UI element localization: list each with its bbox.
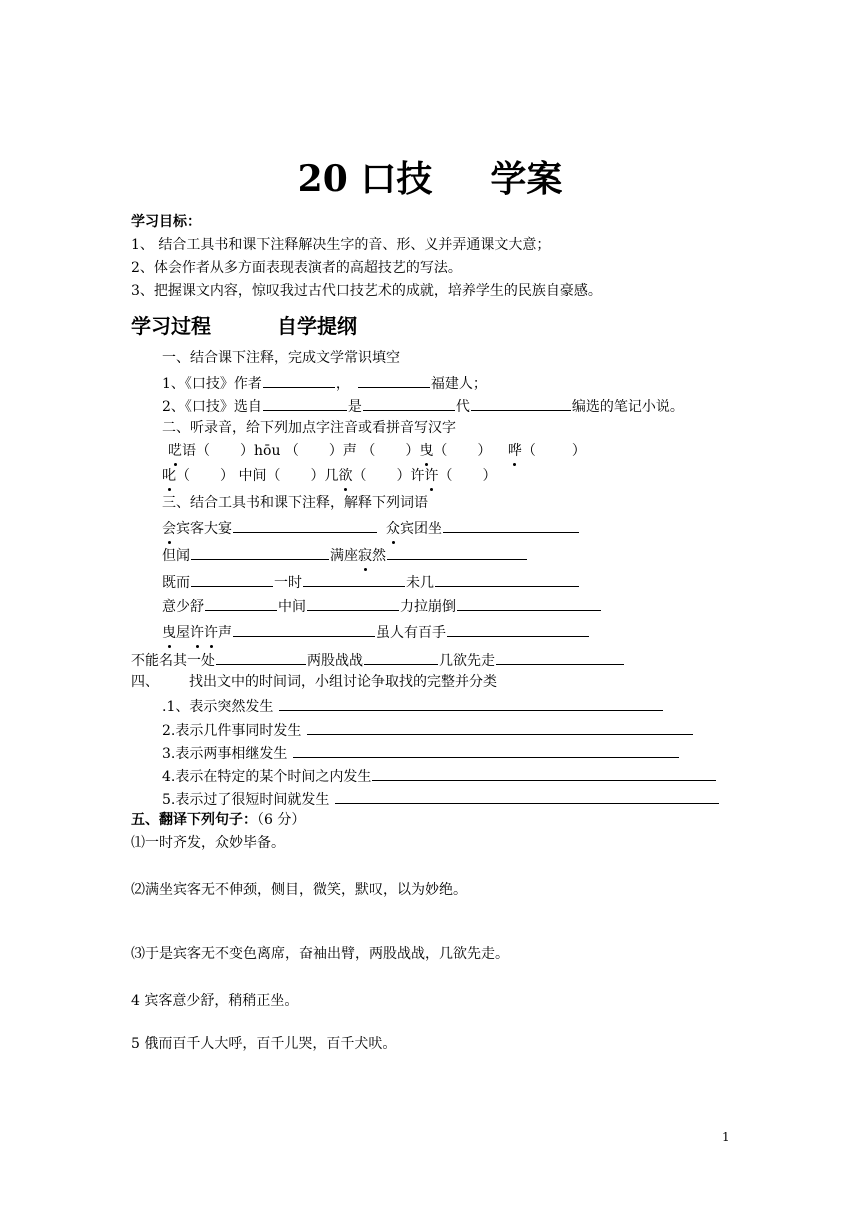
fill-blank[interactable]: [443, 518, 579, 533]
section1-line1: 1、《口技》作者 ， 福建人；: [162, 373, 487, 393]
lesson-name: 口技: [360, 158, 433, 200]
dotted-char: 许: [190, 625, 204, 641]
fill-blank[interactable]: [307, 720, 693, 735]
translate-sentence: 4 宾客意少舒，稍稍正坐。: [131, 993, 299, 1009]
fill-blank[interactable]: [279, 696, 663, 711]
fill-blank[interactable]: [263, 396, 347, 411]
vocab-row-1: 会宾客大宴 众宾团坐: [162, 518, 580, 538]
section4-heading: 四、 找出文中的时间词，小组讨论争取找的完整并分类: [131, 674, 497, 690]
fill-blank[interactable]: [191, 545, 329, 560]
dotted-char: 曳: [419, 443, 434, 459]
dotted-char: 许: [424, 468, 439, 484]
fill-blank[interactable]: [387, 545, 527, 560]
vocab-row-3: 既而 一时 未几: [162, 572, 580, 592]
process-heading: [131, 313, 357, 339]
translate-sentence: ⑶于是宾客无不变色离席，奋袖出臂，两股战战，几欲先走。: [131, 946, 509, 962]
fill-blank[interactable]: [307, 596, 399, 611]
objective-item: 3、把握课文内容，惊叹我过古代口技艺术的成就，培养学生的民族自豪感。: [131, 283, 602, 299]
time-word-row: 4.表示在特定的某个时间之内发生: [162, 766, 717, 786]
fill-blank[interactable]: [216, 650, 306, 665]
fill-blank[interactable]: [457, 596, 601, 611]
fill-blank[interactable]: [435, 572, 579, 587]
vocab-row-4: 意少舒 中间 力拉崩倒: [162, 596, 602, 616]
pinyin-row-1: 呓语（ ）hōu （ ）声 （ ）曳（ ） 哗（ ）: [168, 443, 586, 459]
process-heading-left: 学习过程: [131, 314, 211, 338]
fill-blank[interactable]: [358, 373, 430, 388]
dotted-char: 哗: [507, 443, 522, 459]
time-word-row: 3.表示两事相继发生: [162, 743, 680, 763]
translate-sentence: 5 俄而百千人大呼，百千儿哭，百千犬吠。: [131, 1036, 397, 1052]
section1-line2: 2、《口技》选自 是 代 编选的笔记小说。: [162, 396, 684, 416]
dotted-char: 叱: [162, 468, 176, 484]
dotted-char: 呓: [168, 443, 182, 459]
section3-heading: 三、结合工具书和课下注释，解释下列词语: [162, 495, 428, 511]
fill-blank[interactable]: [335, 789, 719, 804]
time-word-row: 5.表示过了很短时间就发生: [162, 789, 720, 809]
time-word-row: 2.表示几件事同时发生: [162, 720, 694, 740]
fill-blank[interactable]: [233, 622, 375, 637]
fill-blank[interactable]: [363, 396, 455, 411]
objective-item: 2、体会作者从多方面表现表演者的高超技艺的写法。: [131, 260, 462, 276]
vocab-row-6: 不能名其一处 两股战战 几欲先走: [131, 650, 625, 670]
fill-blank[interactable]: [233, 518, 377, 533]
section1-heading: 一、结合课下注释，完成文学常识填空: [162, 350, 400, 366]
translate-sentence: ⑴一时齐发，众妙毕备。: [131, 835, 285, 851]
dotted-char: 曳: [162, 625, 176, 641]
section2-heading: 二、听录音，给下列加点字注音或看拼音写汉字: [162, 420, 456, 436]
dotted-char: 会: [162, 521, 176, 537]
translate-sentence: ⑵满坐宾客无不伸颈，侧目，微笑，默叹，以为妙绝。: [131, 882, 467, 898]
dotted-char: 寂: [358, 548, 372, 564]
fill-blank[interactable]: [191, 572, 273, 587]
fill-blank[interactable]: [471, 396, 571, 411]
page-title: [0, 154, 860, 204]
lesson-number: 20: [297, 158, 348, 200]
process-heading-right: 自学提纲: [277, 314, 357, 338]
title-suffix: 学案: [490, 158, 563, 200]
vocab-row-2: 但闻 满座寂然: [162, 545, 528, 565]
fill-blank[interactable]: [496, 650, 624, 665]
fill-blank[interactable]: [263, 373, 335, 388]
fill-blank[interactable]: [372, 766, 716, 781]
objectives-heading: 学习目标：: [131, 214, 201, 230]
fill-blank[interactable]: [447, 622, 589, 637]
dotted-char: 许: [204, 625, 218, 641]
objective-item: 1、 结合工具书和课下注释解决生字的音、形、义并弄通课文大意；: [131, 237, 551, 253]
page-number: 1: [722, 1130, 730, 1144]
dotted-char: 欲: [338, 468, 353, 484]
dotted-char: 众: [386, 521, 400, 537]
time-word-row: .1、表示突然发生: [162, 696, 664, 716]
section5-heading: 五、翻译下列句子：（6 分）: [131, 812, 306, 828]
fill-blank[interactable]: [303, 572, 405, 587]
fill-blank[interactable]: [293, 743, 679, 758]
pinyin-row-2: 叱（ ） 中间（ ）几欲（ ）许许（ ）: [162, 468, 497, 484]
fill-blank[interactable]: [205, 596, 277, 611]
fill-blank[interactable]: [364, 650, 438, 665]
vocab-row-5: 曳屋许许声 虽人有百手: [162, 622, 590, 642]
